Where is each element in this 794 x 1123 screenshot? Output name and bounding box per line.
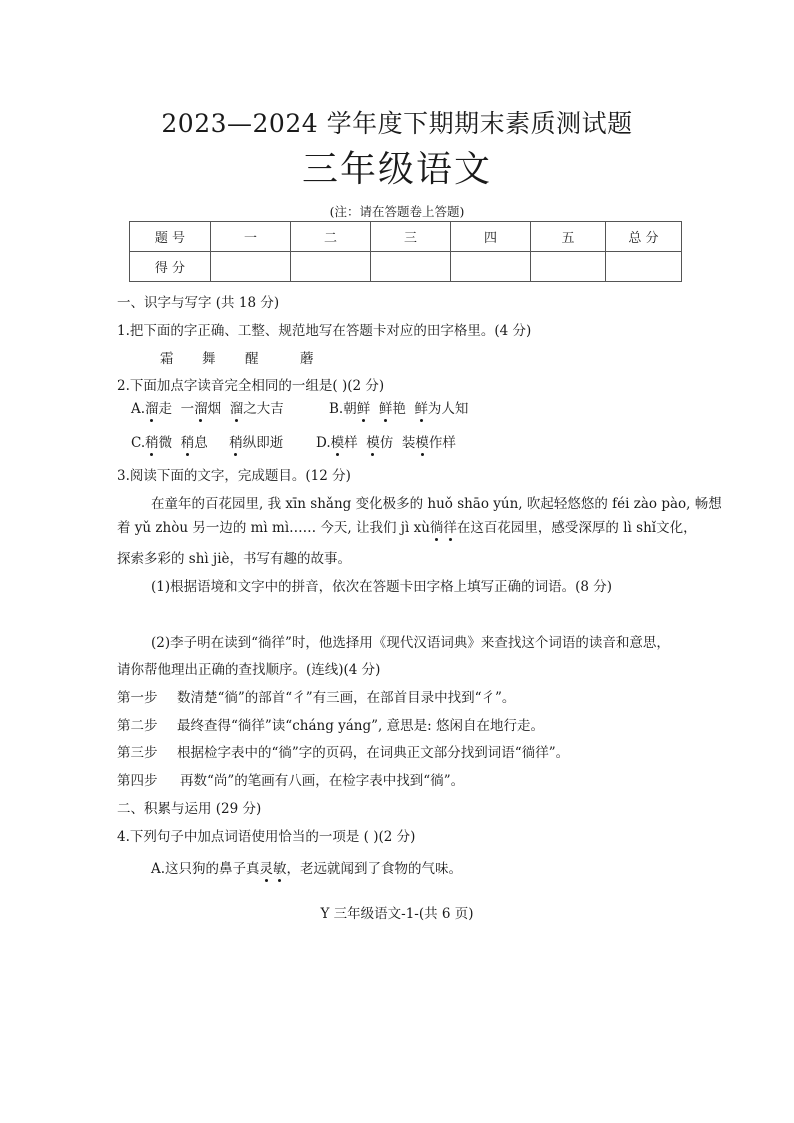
step-label: 第一步 [117,690,158,706]
dotted-char: 鲜 [378,401,393,417]
dotted-char: 灵 [259,861,274,877]
q4-option-a: A.这只狗的鼻子真灵敏，老远就闻到了食物的气味。 [151,861,463,877]
score-cell [531,252,606,282]
q1-char: 蘑 [300,351,314,367]
score-cell [291,252,371,282]
dotted-char: 徉 [443,520,457,536]
q1-char: 醒 [245,351,259,367]
dotted-char: 稍 [229,435,243,451]
score-header-cell: 二 [291,222,371,252]
q3-sub2-line2: 请你帮他理出正确的查找顺序。(连线)(4 分) [117,662,381,678]
exam-note: (注：请在答题卷上答题) [329,204,465,219]
exam-subject: 三年级语文 [301,149,492,190]
q1-stem: 1.把下面的字正确、工整、规范地写在答题卡对应的田字格里。(4 分) [117,323,532,339]
score-cell [606,252,682,282]
dotted-char: 溜 [229,401,244,417]
section2-title: 二、积累与运用 (29 分) [117,801,262,817]
score-header-cell: 总 分 [606,222,682,252]
dotted-char: 鲜 [414,401,428,417]
score-table-score-row [130,252,682,282]
q3-sub2-line1: (2)李子明在读到“徜徉”时，他选择用《现代汉语词典》来查找这个词语的读音和意思， [151,635,670,651]
dotted-char: 稍 [145,435,159,451]
q2-option-a: A.溜走 一溜烟 溜之大吉 [131,401,284,417]
score-cell [451,252,531,282]
step-text: 根据检字表中的“徜”字的页码，在词典正文部分找到词语“徜徉”。 [177,745,570,761]
dotted-char: 稍 [180,435,195,451]
q1-char: 舞 [202,351,216,367]
dotted-char: 徜 [429,520,444,536]
step-text: 再数“尚”的笔画有八画，在检字表中找到“徜”。 [180,773,465,789]
dotted-char: 溜 [145,401,159,417]
q3-passage-line1: 在童年的百花园里, 我 xīn shǎng 变化极多的 huǒ shāo yún, 吹起轻悠悠的 féi zào pào, 畅想 [151,496,722,512]
q1-char: 霜 [160,351,174,367]
q3-sub1: (1)根据语境和文字中的拼音，依次在答题卡田字格上填写正确的词语。(8 分) [151,579,613,595]
step-text: 最终查得“徜徉”读“cháng yáng”, 意思是: 悠闲自在地行走。 [177,718,544,734]
step-label: 第三步 [117,745,158,761]
dotted-char: 溜 [194,401,208,417]
score-cell [371,252,451,282]
score-header-cell: 五 [531,222,606,252]
step-label: 第四步 [117,773,158,789]
q3-passage-line3: 探索多彩的 shì jiè，书写有趣的故事。 [117,551,352,567]
dotted-char: 敏 [273,861,287,877]
step-label: 第二步 [117,718,158,734]
score-header-cell: 题 号 [130,222,211,252]
score-header-cell: 一 [211,222,291,252]
section1-title: 一、识字与写字 (共 18 分) [117,295,280,311]
q4-stem: 4.下列句子中加点词语使用恰当的一项是 ( )(2 分) [117,829,416,845]
q2-option-d: D.模样 模仿 装模作样 [316,435,456,451]
dotted-char: 模 [366,435,380,451]
score-table-header-row [130,222,682,252]
step-text: 数清楚“徜”的部首“彳”有三画，在部首目录中找到“彳”。 [177,690,516,706]
dotted-char: 模 [330,435,345,451]
exam-title: 2023—2024 学年度下期期末素质测试题 [161,109,633,138]
q2-stem: 2.下面加点字读音完全相同的一组是( )(2 分) [117,378,385,394]
q2-option-c: C.稍微 稍息 稍纵即逝 [131,435,284,451]
score-row-label: 得 分 [130,252,211,282]
score-table [129,221,682,282]
score-header-cell: 四 [451,222,531,252]
dotted-char: 模 [415,435,429,451]
score-cell [211,252,291,282]
page-footer: Y 三年级语文-1-(共 6 页) [320,906,474,922]
q2-option-b: B.朝鲜 鲜艳 鲜为人知 [329,401,469,417]
dotted-char: 鲜 [356,401,371,417]
score-header-cell: 三 [371,222,451,252]
q3-passage-line2: 着 yǔ zhòu 另一边的 mì mì…… 今天, 让我们 jì xù徜徉在这百花园里，感受深厚的 lì shǐ文化， [117,520,697,536]
q3-stem: 3.阅读下面的文字，完成题目。(12 分) [117,468,351,484]
